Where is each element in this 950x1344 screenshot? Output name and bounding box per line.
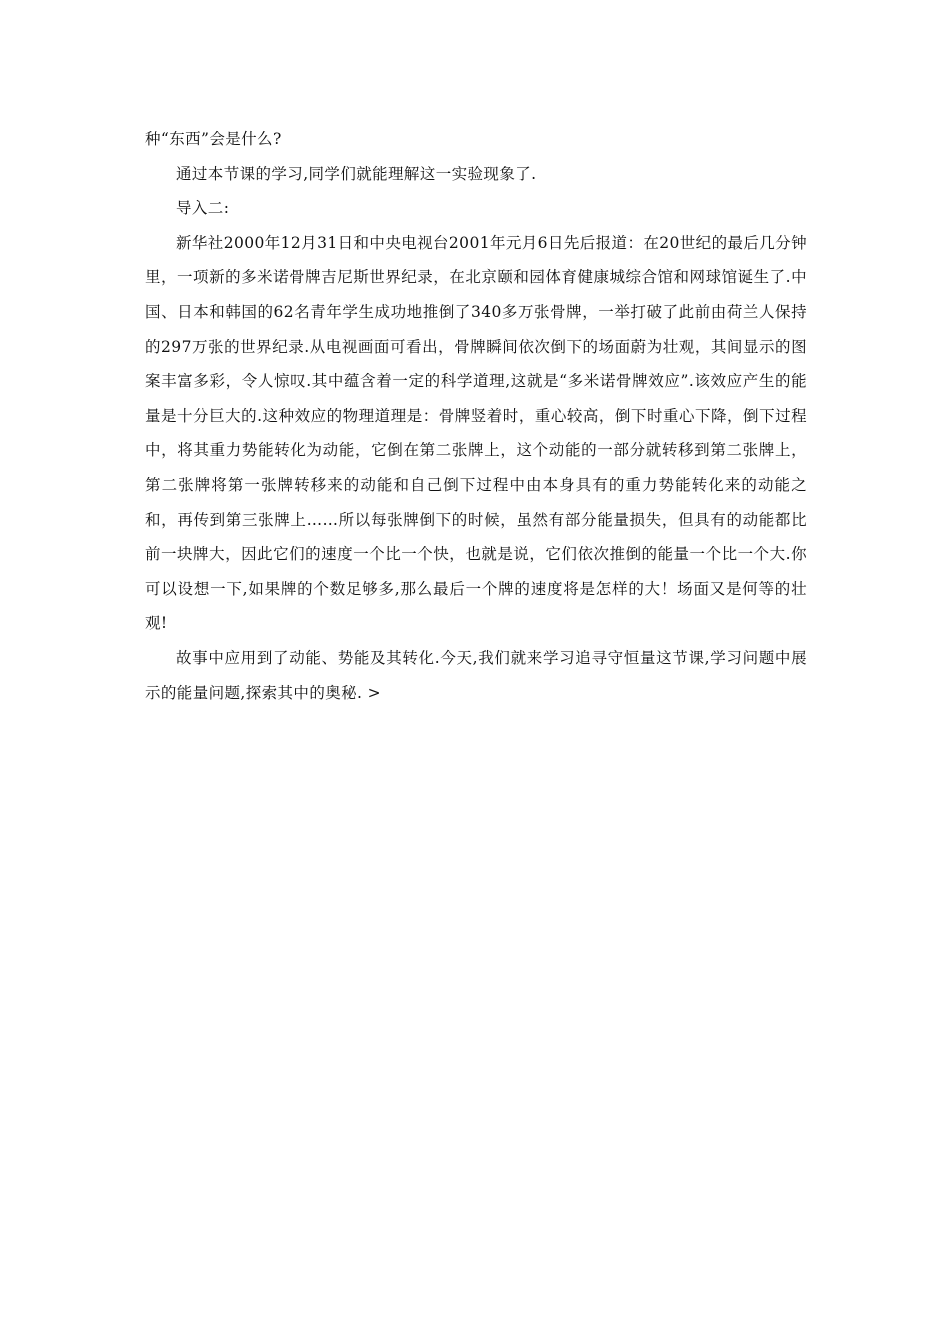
- paragraph-continuation: 种“东西”会是什么?: [145, 130, 282, 148]
- paragraph-lesson-summary: 故事中应用到了动能、势能及其转化.今天,我们就来学习追寻守恒量这节课,学习问题中展示的能量问题,探索其中的奥秘. >: [145, 648, 807, 702]
- paragraph-lesson-intro: 通过本节课的学习,同学们就能理解这一实验现象了.: [176, 164, 537, 183]
- paragraph-domino-story: 新华社2000年12月31日和中央电视台2001年元月6日先后报道：在20世纪的最后几分钟里，一项新的多米诺骨牌吉尼斯世界纪录，在北京颐和园体育健康城综合馆和网球馆诞生了.中国、日本和韩国的62名青年学生成功地推倒了340多万张骨牌，一举打破了此前由荷兰人保持的297万张的世界纪录.从电视画面可看出，骨牌瞬间依次倒下的场面蔚为壮观，其间显示的图案丰富多彩，令人惊叹.其中蕴含着一定的科学道理,这就是“多米诺骨牌效应”.该效应产生的能量是十分巨大的.这种效应的物理道理是：骨牌竖着时，重心较高，倒下时重心下降，倒下过程中，将其重力势能转化为动能，它倒在第二张牌上，这个动能的一部分就转移到第二张牌上，第二张牌将第一张牌转移来的动能和自己倒下过程中由本身具有的重力势能转化来的动能之和，再传到第三张牌上……所以每张牌倒下的时候，虽然有部分能量损失，但具有的动能都比前一块牌大，因此它们的速度一个比一个快，也就是说，它们依次推倒的能量一个比一个大.你可以设想一下,如果牌的个数足够多,那么最后一个牌的速度将是怎样的大！场面又是何等的壮观!: [145, 233, 807, 633]
- section-heading-intro-two: 导入二:: [176, 199, 230, 218]
- document-body: [145, 122, 807, 710]
